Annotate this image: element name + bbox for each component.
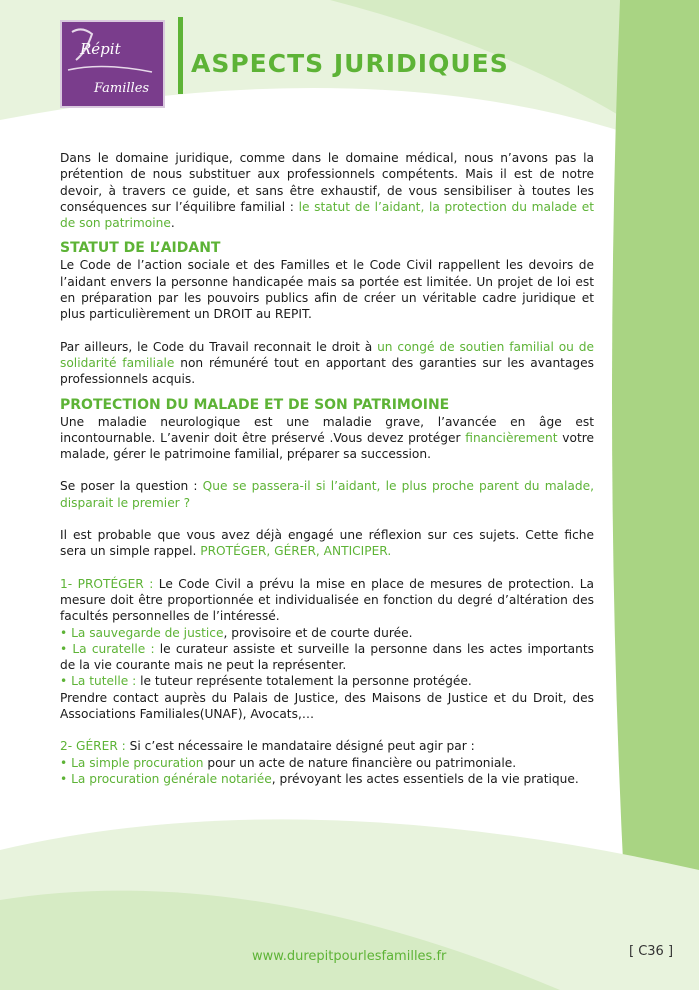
rappel-paragraph: Il est probable que vous avez déjà engagé une réflexion sur ces sujets. Cette fiche sera un simple rappel. PROTÉGER, GÉRER, ANTICIPER. (60, 528, 594, 559)
list-item: • La curatelle : le curateur assiste et surveille la personne dans les actes importants de la vie courante mais ne peut la représenter. (60, 641, 595, 673)
gerer-paragraph: 2- GÉRER : Si c’est nécessaire le mandataire désigné peut agir par : (60, 739, 475, 754)
list-item: • La sauvegarde de justice, provisoire et de courte durée. (60, 625, 413, 640)
logo-text-repit: Répit (80, 40, 121, 58)
intro-paragraph: Dans le domaine juridique, comme dans le domaine médical, nous n’avons pas la prétention de nous substituer aux professionnels compétents. Mais il est de notre devoir, à travers ce guide, et sans être exhaustif, de vous sensibiliser à toutes les conséquences sur l’équilibre familial : le statut de l’aidant, la protection du malade et de son patrimoine. (60, 151, 595, 231)
gerer-label: 2- GÉRER : (60, 739, 126, 754)
main-content (60, 150, 594, 787)
page-number: [ C36 ] (629, 944, 674, 959)
list-item: • La procuration générale notariée, prévoyant les actes essentiels de la vie pratique. (60, 771, 579, 786)
bullet-icon: • (60, 641, 68, 656)
bullet-icon: • (60, 625, 68, 640)
question-paragraph: Se poser la question : Que se passera-il si l’aidant, le plus proche parent du malade, disparait le premier ? (60, 479, 594, 510)
website-link[interactable]: www.durepitpourlesfamilles.fr (252, 949, 447, 964)
conge-highlight: un congé de soutien familial ou de solidarité familiale (60, 339, 595, 370)
proteger-paragraph: 1- PROTÉGER : Le Code Civil a prévu la mise en place de mesures de protection. La mesure doit être proportionnée et individualisée en fonction du degré d’altération des facultés personnelles de l’intéressé. (60, 576, 594, 624)
protection-paragraph-1: Une maladie neurologique est une maladie grave, l’avancée en âge est incontournable. L’avenir doit être préservé .Vous devez protéger financièrement votre malade, gérer le patrimoine familial, préparer sa succession. (60, 414, 594, 462)
question-highlight: Que se passera-il si l’aidant, le plus proche parent du malade, disparait le premier ? (60, 479, 594, 510)
section-heading-statut: STATUT DE L’AIDANT (60, 240, 221, 257)
bullet-icon: • (60, 674, 68, 689)
bullet-icon: • (60, 755, 68, 770)
rappel-highlight: PROTÉGER, GÉRER, ANTICIPER. (200, 544, 392, 559)
statut-paragraph-1: Le Code de l’action sociale et des Familles et le Code Civil rappellent les devoirs de l’aidant envers la personne handicapée mais sa portée est limitée. Un projet de loi est en préparation par les pouvoirs publics afin de créer un véritable cadre juridique et plus particulièrement un DROIT au REPIT. (60, 258, 594, 322)
logo-text-familles: Familles (94, 81, 150, 96)
list-item: • La tutelle : le tuteur représente totalement la personne protégée. (60, 674, 472, 689)
financierement-highlight: financièrement (465, 430, 558, 445)
list-item: • La simple procuration pour un acte de nature financière ou patrimoniale. (60, 755, 517, 770)
proteger-label: 1- PROTÉGER : (60, 576, 154, 591)
page-title: ASPECTS JURIDIQUES (191, 49, 509, 78)
section-heading-protection: PROTECTION DU MALADE ET DE SON PATRIMOINE (60, 396, 450, 413)
contact-paragraph: Prendre contact auprès du Palais de Justice, des Maisons de Justice et du Droit, des Associations Familiales(UNAF), Avocats,… (60, 690, 594, 722)
title-divider (178, 17, 183, 94)
statut-paragraph-2: Par ailleurs, le Code du Travail reconnait le droit à un congé de soutien familial ou de solidarité familiale non rémunéré tout en apportant des garanties sur les avantages professionnels acquis. (60, 339, 595, 387)
bullet-icon: • (60, 771, 68, 786)
intro-highlight: le statut de l’aidant, la protection du malade et de son patrimoine (60, 199, 595, 231)
repit-familles-logo (60, 20, 165, 108)
